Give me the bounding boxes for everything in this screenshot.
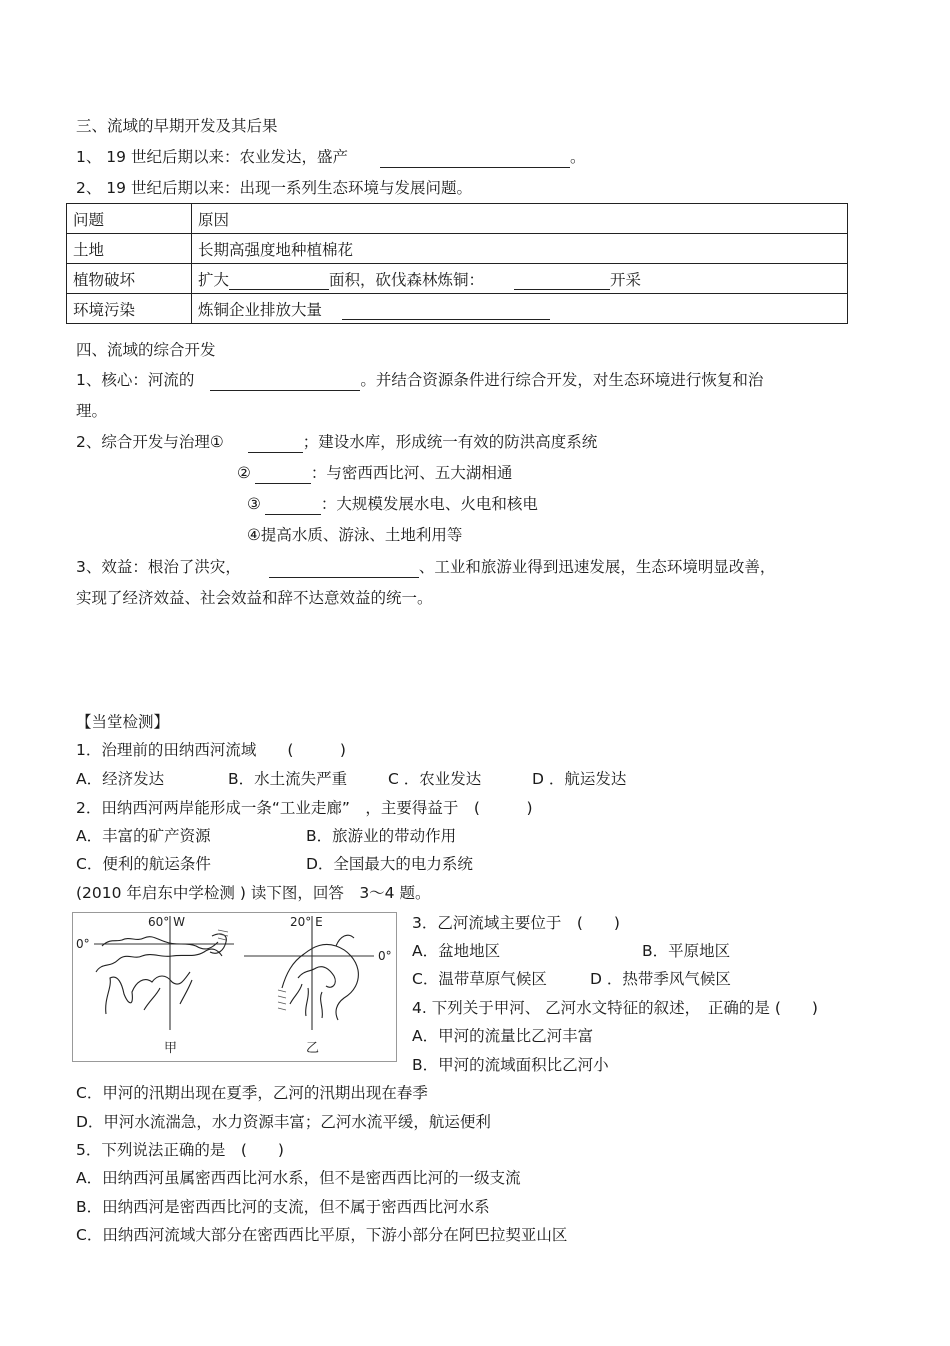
answer-blank[interactable] — [380, 149, 570, 168]
answer-blank[interactable] — [255, 465, 311, 484]
s4-line-2 — [76, 431, 597, 453]
table-cell — [192, 294, 848, 324]
q2-option-a[interactable]: A．丰富的矿产资源 — [76, 827, 211, 845]
question-5: 5．下列说法正确的是 ( ) — [76, 1141, 284, 1159]
q4-option-a[interactable]: A．甲河的流量比乙河丰富 — [412, 1027, 594, 1045]
table-cell: 长期高强度地种植棉花 — [192, 234, 848, 264]
answer-blank[interactable] — [514, 271, 610, 290]
s4-text: 2、综合开发与治理① — [76, 433, 224, 451]
q4-option-c[interactable]: C．甲河的汛期出现在夏季，乙河的汛期出现在春季 — [76, 1084, 428, 1102]
s3-line-2: 2、 19 世纪后期以来：出现一系列生态环境与发展问题。 — [76, 179, 472, 197]
s3-line-1-text: 1、 19 世纪后期以来：农业发达，盛产 — [76, 148, 348, 166]
q2-option-d[interactable]: D．全国最大的电力系统 — [306, 855, 473, 873]
s3-line-1 — [76, 146, 585, 168]
s4-line-5: ④提高水质、游泳、土地利用等 — [247, 526, 463, 544]
q1-option-d[interactable]: D ．航运发达 — [532, 770, 627, 788]
s4-text: ：与密西西比河、五大湖相通 — [310, 464, 513, 482]
river-jia-tributary — [96, 949, 222, 972]
q3-option-d[interactable]: D ．热带季风气候区 — [590, 970, 731, 988]
s4-line-4 — [247, 493, 538, 515]
s4-line-3 — [237, 462, 512, 484]
cell-text: 炼铜企业排放大量 — [198, 300, 323, 319]
s4-text: 。并结合资源条件进行综合开发，对生态环境进行恢复和治 — [360, 371, 764, 389]
s4-line-7: 实现了经济效益、社会效益和辞不达意效益的统一。 — [76, 589, 433, 607]
q3-option-b[interactable]: B．平原地区 — [642, 942, 731, 960]
label-equator-left: 0° — [76, 937, 90, 951]
quiz-title: 【当堂检测】 — [76, 713, 170, 731]
river-jia-south-branch — [106, 972, 190, 1014]
s4-text: ② — [237, 464, 251, 482]
s4-line-1-cont: 理。 — [76, 402, 108, 420]
question-3: 3．乙河流域主要位于 ( ) — [412, 914, 620, 932]
table-row — [67, 204, 848, 234]
label-60w: 60° W — [148, 915, 185, 929]
q3-option-a[interactable]: A．盆地地区 — [412, 942, 501, 960]
cell-text: 面积，砍伐森林炼铜： — [329, 270, 485, 289]
q1-option-c[interactable]: C ．农业发达 — [388, 770, 482, 788]
s4-text: ：大规模发展水电、火电和核电 — [320, 495, 538, 513]
table-row — [67, 294, 848, 324]
table-cell: 环境污染 — [67, 294, 192, 324]
caption-jia: 甲 — [164, 1041, 178, 1056]
question-4: 4. 下列关于甲河、 乙河水文特征的叙述， 正确的是 ( ) — [412, 999, 818, 1017]
answer-blank[interactable] — [229, 271, 329, 290]
caption-yi: 乙 — [306, 1041, 320, 1056]
question-1: 1．治理前的田纳西河流域 ( ) — [76, 741, 346, 759]
figure-intro: (2010 年启东中学检测 ) 读下图，回答 3～4 题。 — [76, 884, 431, 902]
answer-blank[interactable] — [210, 372, 360, 391]
river-jia-branches — [144, 980, 192, 1010]
s4-text: 、工业和旅游业得到迅速发展，生态环境明显改善， — [418, 558, 776, 576]
cell-text: 扩大 — [198, 270, 230, 289]
s4-line-6 — [76, 556, 775, 578]
q5-option-a[interactable]: A．田纳西河虽属密西西比河水系，但不是密西西比河的一级支流 — [76, 1169, 521, 1187]
q1-option-a[interactable]: A．经济发达 — [76, 770, 165, 788]
table-cell — [192, 264, 848, 294]
table-cell: 土地 — [67, 234, 192, 264]
section-3-title: 三、流域的早期开发及其后果 — [76, 117, 278, 135]
table-row — [67, 234, 848, 264]
mouth-hatch — [278, 990, 286, 1010]
label-equator-right: 0° — [378, 949, 392, 963]
river-jia-main — [102, 937, 218, 949]
s4-line-1 — [76, 369, 763, 391]
s4-text: 3、效益：根治了洪灾， — [76, 558, 241, 576]
answer-blank[interactable] — [248, 434, 303, 453]
q4-option-d[interactable]: D．甲河水流湍急，水力资源丰富；乙河水流平缓，航运便利 — [76, 1113, 491, 1131]
q2-option-c[interactable]: C．便利的航运条件 — [76, 855, 211, 873]
label-20e: 20° E — [290, 915, 323, 929]
problem-cause-table — [66, 203, 848, 324]
q2-option-b[interactable]: B．旅游业的带动作用 — [306, 827, 457, 845]
table-header-cause: 原因 — [192, 204, 848, 234]
s4-text: ；建设水库，形成统一有效的防洪高度系统 — [302, 433, 598, 451]
table-cell: 植物破坏 — [67, 264, 192, 294]
question-2: 2．田纳西河两岸能形成一条“工业走廊” ，主要得益于 ( ) — [76, 799, 533, 817]
river-basin-map-figure — [72, 912, 397, 1062]
answer-blank[interactable] — [269, 559, 419, 578]
q5-option-b[interactable]: B．田纳西河是密西西比河的支流，但不属于密西西比河水系 — [76, 1198, 490, 1216]
q4-option-b[interactable]: B．甲河的流域面积比乙河小 — [412, 1056, 609, 1074]
q1-option-b[interactable]: B．水土流失严重 — [228, 770, 348, 788]
q5-option-c[interactable]: C．田纳西河流域大部分在密西西比平原，下游小部分在阿巴拉契亚山区 — [76, 1226, 568, 1244]
table-header-problem: 问题 — [67, 204, 192, 234]
river-yi-branches — [290, 984, 322, 1018]
s4-text: 1、核心：河流的 — [76, 371, 195, 389]
s4-text: ③ — [247, 495, 261, 513]
q3-option-c[interactable]: C．温带草原气候区 — [412, 970, 547, 988]
river-yi-tributary — [298, 967, 335, 988]
river-yi-north-branch — [336, 935, 354, 946]
s3-line-1-end: 。 — [569, 148, 586, 166]
cell-text: 开采 — [610, 270, 642, 289]
section-4-title: 四、流域的综合开发 — [76, 341, 216, 359]
answer-blank[interactable] — [342, 301, 550, 320]
table-row — [67, 264, 848, 294]
answer-blank[interactable] — [265, 496, 321, 515]
